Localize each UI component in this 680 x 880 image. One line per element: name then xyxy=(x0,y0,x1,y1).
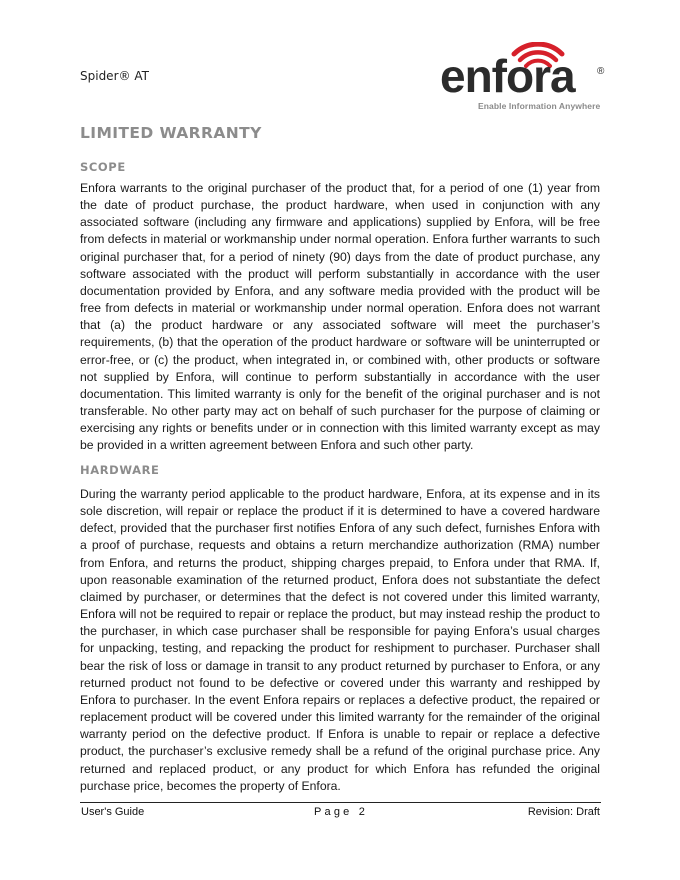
logo-tagline: Enable Information Anywhere xyxy=(478,101,601,111)
footer-page-number: Page 2 xyxy=(314,806,369,818)
product-name: Spider® AT xyxy=(80,69,149,83)
footer-revision: Revision: Draft xyxy=(527,806,600,818)
footer-divider xyxy=(80,802,601,803)
section-body-hardware: During the warranty period applicable to the product hardware, Enfora, at its expense and in its sole discretion, will repair or replace the product if it is determined to have a covered hardware defect, provided that the purchaser first notifies Enfora of any such defect, furnishes Enfora with a proof of purchase, requests and obtains a return merchandize authorization (RMA) number from Enfora, and returns the product, shipping charges prepaid, to Enfora under that RMA. If, upon reasonable examination of the returned product, Enfora does not substantiate the defect claimed by purchaser, or determines that the defect is not covered under this limited warranty, Enfora will not be required to repair or replace the product, but may instead reship the product to the purchaser, in which case purchaser shall be responsible for paying Enfora’s usual charges for unpacking, testing, and repacking the product for reshipment to purchaser. Purchaser shall bear the risk of loss or damage in transit to any product returned by purchaser to Enfora, or any returned product not found to be defective or covered under this warranty and reshipped by Enfora to purchaser. In the event Enfora repairs or replaces a defective product, the repaired or replacement product will be covered under this limited warranty for the remainder of the original warranty period on the defective product. If Enfora is unable to repair or replace a defective product, the purchaser’s exclusive remedy shall be a refund of the original purchase price. Any returned and replaced product, or any product for which Enfora has refunded the original purchase price, becomes the property of Enfora. xyxy=(80,487,600,793)
logo-wordmark: enfora xyxy=(440,50,575,102)
registered-mark: ® xyxy=(597,66,605,77)
section-heading-hardware: HARDWARE xyxy=(80,463,160,477)
section-body-scope: Enfora warrants to the original purchaser of the product that, for a period of one (1) year from the date of product purchase, the product hardware, when used in conjunction with any associated software (including any firmware and applications) supplied by Enfora, will be free from defects in material or workmanship under normal operation. Enfora further warrants to such original purchaser that, for a period of ninety (90) days from the date of product purchase, any software associated with the product will perform substantially in accordance with the user documentation provided by Enfora, and any software media provided with the product will be free from defects in material or workmanship under normal operation. Enfora does not warrant that (a) the product hardware or any associated software will meet the purchaser’s requirements, (b) that the operation of the product hardware or software will be uninterrupted or error-free, or (c) the product, when integrated in, or combined with, other products or software not supplied by Enfora, will continue to perform substantially in accordance with the user documentation. This limited warranty is only for the benefit of the original purchaser and is not transferable. No other party may act on behalf of such purchaser for the purpose of claiming or exercising any rights or benefits under or in connection with this limited warranty except as may be provided in a written agreement between Enfora and such other party. xyxy=(80,181,600,453)
page-title: LIMITED WARRANTY xyxy=(80,124,262,142)
footer-doc-name: User's Guide xyxy=(81,806,145,818)
section-heading-scope: SCOPE xyxy=(80,160,126,174)
